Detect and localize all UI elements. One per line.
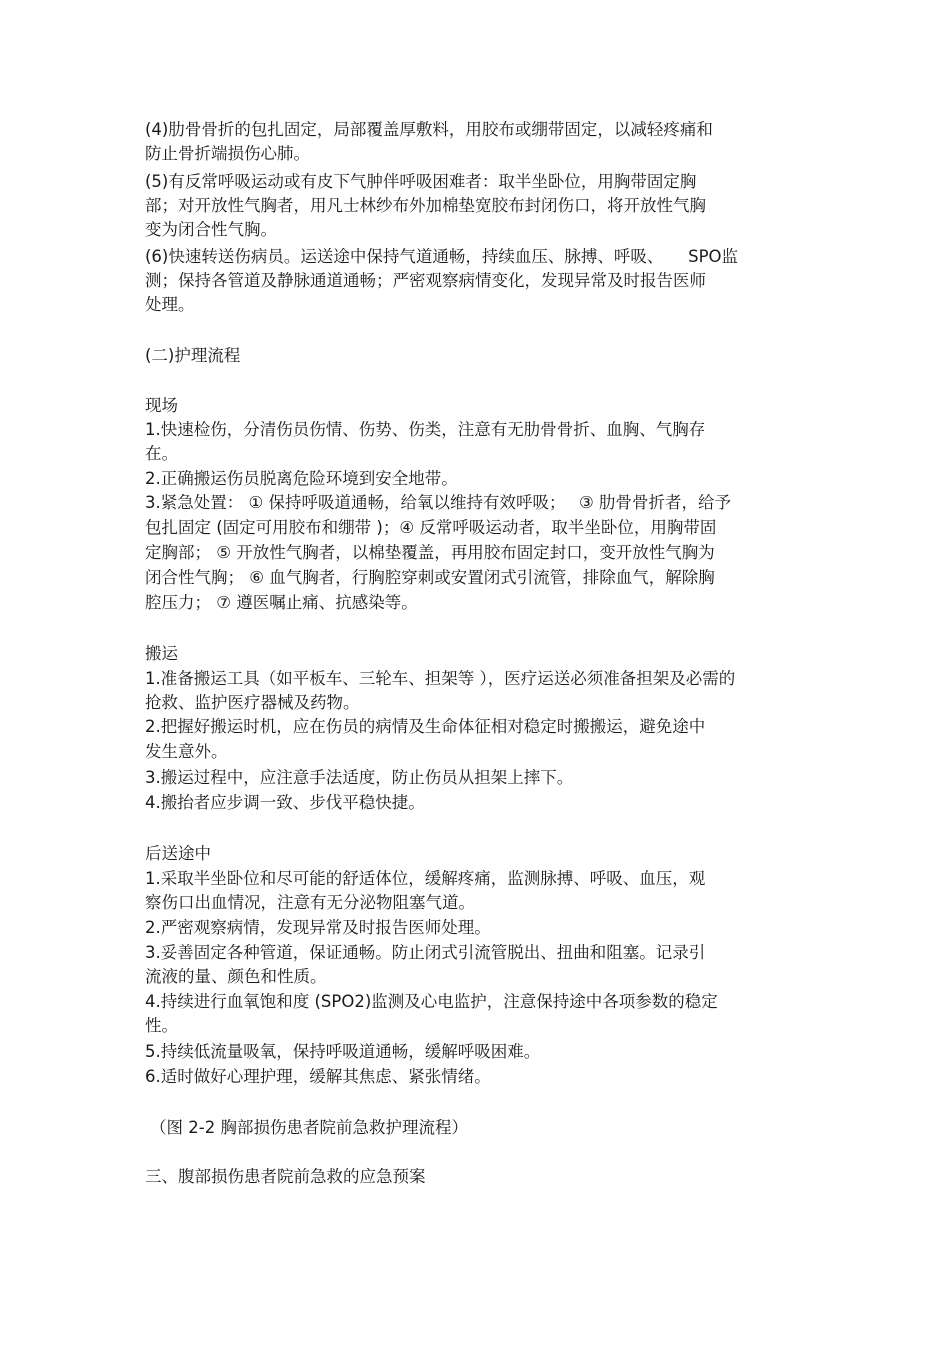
text-line: 2.正确搬运伤员脱离危险环境到安全地带。: [145, 469, 458, 488]
text-line: 4.搬抬者应步调一致、步伐平稳快捷。: [145, 793, 425, 812]
text-line: 6.适时做好心理护理，缓解其焦虑、紧张情绪。: [145, 1067, 491, 1086]
text-line: 1.快速检伤，分清伤员伤情、伤势、伤类，注意有无肋骨骨折、血胸、气胸存: [145, 420, 706, 439]
text-line: (6)快速转送伤病员。运送途中保持气道通畅，持续血压、脉搏、呼吸、 SPO监: [145, 247, 739, 266]
text-line: 腔压力； ⑦ 遵医嘱止痛、抗感染等。: [145, 593, 418, 612]
text-line: 4.持续进行血氧饱和度 (SPO2)监测及心电监护，注意保持途中各项参数的稳定: [145, 992, 718, 1011]
text-line: 处理。: [145, 295, 195, 314]
text-line: 抢救、监护医疗器械及药物。: [145, 693, 360, 712]
subsection-heading: 现场: [145, 396, 178, 415]
text-line: 部；对开放性气胸者，用凡士林纱布外加棉垫宽胶布封闭伤口，将开放性气胸: [145, 196, 706, 215]
text-line: 察伤口出血情况，注意有无分泌物阻塞气道。: [145, 893, 475, 912]
text-line: 闭合性气胸； ⑥ 血气胸者，行胸腔穿刺或安置闭式引流管，排除血气，解除胸: [145, 568, 715, 587]
text-line: 性。: [145, 1016, 178, 1035]
text-line: 2.严密观察病情，发现异常及时报告医师处理。: [145, 918, 491, 937]
text-line: 3.搬运过程中，应注意手法适度，防止伤员从担架上摔下。: [145, 768, 574, 787]
text-line: 定胸部； ⑤ 开放性气胸者，以棉垫覆盖，再用胶布固定封口，变开放性气胸为: [145, 543, 715, 562]
text-line: 流液的量、颜色和性质。: [145, 967, 327, 986]
figure-caption: （图 2-2 胸部损伤患者院前急救护理流程）: [150, 1118, 468, 1137]
text-line: 测；保持各管道及静脉通道通畅；严密观察病情变化，发现异常及时报告医师: [145, 271, 706, 290]
text-line: (4)肋骨骨折的包扎固定，局部覆盖厚敷料，用胶布或绷带固定，以减轻疼痛和: [145, 120, 713, 139]
text-line: 1.准备搬运工具（如平板车、三轮车、担架等 ），医疗运送必须准备担架及必需的: [145, 669, 736, 688]
subsection-heading: 搬运: [145, 644, 178, 663]
text-line: 变为闭合性气胸。: [145, 220, 277, 239]
text-line: 1.采取半坐卧位和尽可能的舒适体位，缓解疼痛，监测脉搏、呼吸、血压，观: [145, 869, 706, 888]
text-line: 5.持续低流量吸氧，保持呼吸道通畅，缓解呼吸困难。: [145, 1042, 541, 1061]
section-heading: 三、腹部损伤患者院前急救的应急预案: [145, 1167, 426, 1186]
text-line: 在。: [145, 444, 178, 463]
text-line: 2.把握好搬运时机，应在伤员的病情及生命体征相对稳定时搬搬运，避免途中: [145, 717, 706, 736]
text-line: 包扎固定 (固定可用胶布和绷带 )；④ 反常呼吸运动者，取半坐卧位，用胸带固: [145, 518, 717, 537]
text-line: 3.妥善固定各种管道，保证通畅。防止闭式引流管脱出、扭曲和阻塞。记录引: [145, 943, 706, 962]
subsection-heading: 后送途中: [145, 844, 211, 863]
text-line: 3.紧急处置： ① 保持呼吸道通畅，给氧以维持有效呼吸； ③ 肋骨骨折者，给予: [145, 493, 732, 512]
section-heading: (二)护理流程: [145, 346, 241, 365]
text-line: (5)有反常呼吸运动或有皮下气肿伴呼吸困难者：取半坐卧位，用胸带固定胸: [145, 172, 697, 191]
text-line: 发生意外。: [145, 742, 228, 761]
text-line: 防止骨折端损伤心肺。: [145, 144, 310, 163]
